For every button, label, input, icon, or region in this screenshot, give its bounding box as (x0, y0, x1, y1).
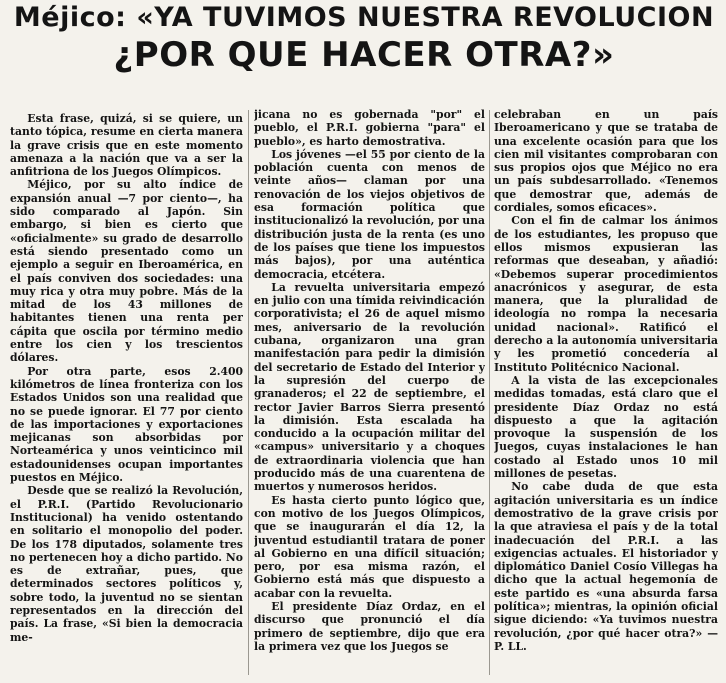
column-divider (248, 110, 249, 675)
headline-line-1: Méjico: «YA TUVIMOS NUESTRA REVOLUCION (13, 2, 715, 33)
headline-line-2: ¿POR QUE HACER OTRA?» (113, 35, 615, 75)
paragraph: celebraban en un país Iberoamericano y que se trataba de una excelente ocasión para que los cien mil visitantes comprobaran con sus propios ojos que Méjico no era un país subdesarrollado. «Tenemos que demostrar que, además de cordiales, somos eficaces». (494, 108, 718, 215)
column-divider (489, 110, 490, 675)
paragraph: Con el fin de calmar los ánimos de los estudiantes, les propuso que ellos mismos expusieran las reformas que deseaban, y añadió: «Debemos superar procedimientos anacrónicos y asegurar, de esta manera, que la pluralidad de ideología no rompa la necesaria unidad nacional». Ratificó el derecho a la autonomía universitaria y les prometió concedería al Instituto Politécnico Nacional. (494, 214, 718, 374)
paragraph: Esta frase, quizá, si se quiere, un tanto tópica, resume en cierta manera la grave crisis que en este momento amenaza a la nación que va a ser la anfitriona de los Juegos Olímpicos. (10, 112, 243, 179)
paragraph: jicana no es gobernada "por" el pueblo, el P.R.I. gobierna "para" el pueblo», es harto demostrativa. (254, 108, 485, 148)
paragraph: Por otra parte, esos 2.400 kilómetros de línea fronteriza con los Estados Unidos son una realidad que no se puede ignorar. El 77 por ciento de las importaciones y exportaciones mejicanas son absorbidas por Norteamérica y unos veinticinco mil estadounidenses ocupan importantes puestos en Méjico. (10, 364, 243, 485)
paragraph: Desde que se realizó la Revolución, el P.R.I. (Partido Revolucionario Institucional) ha venido ostentando en solitario el monopolio del poder. De los 178 diputados, solamente tres no pertenecen hoy a dicho partido. No es de extrañar, pues, que determinados sectores políticos y, sobre todo, la juventud no se sientan representados en la dirección del país. La frase, «Si bien la democracia me- (10, 484, 243, 644)
article-column-1 (10, 112, 243, 678)
paragraph: Méjico, por su alto índice de expansión anual —7 por ciento—, ha sido comparado al Japón. Sin embargo, si bien es cierto que «oficialmente» su grado de desarrollo está siendo presentado como un ejemplo a seguir en Iberoamérica, en el país conviven dos sociedades: una muy rica y otra muy pobre. Más de la mitad de los 43 millones de habitantes tienen una renta per cápita que oscila por término medio entre los cien y los trescientos dólares. (10, 178, 243, 365)
paragraph: Los jóvenes —el 55 por ciento de la población cuenta con menos de veinte años— claman por una renovación de los viejos objetivos de esa formación política que institucionalizó la revolución, por una distribución justa de la renta (es uno de los países que tiene los impuestos más bajos), por una auténtica democracia, etcétera. (254, 147, 485, 281)
paragraph: A la vista de las excepcionales medidas tomadas, está claro que el presidente Díaz Ordaz no está dispuesto a que la agitación provoque la suspensión de los Juegos, cuyas instalaciones le han costado al Estado unos 10 mil millones de pesetas. (494, 373, 718, 481)
article-column-3 (494, 108, 718, 674)
article-column-2 (254, 108, 485, 674)
headline (8, 2, 720, 75)
paragraph: La revuelta universitaria empezó en julio con una tímida reivindicación corporativista; el 26 de aquel mismo mes, aniversario de la revolución cubana, organizaron una gran manifestación para pedir la dimisión del secretario de Estado del Interior y la supresión del cuerpo de granaderos; el 22 de septiembre, el rector Javier Barros Sierra presentó la dimisión. Esta escalada ha conducido a la ocupación militar del «campus» universitario y a choques de extraordinaria violencia que han producido más de una cuarentena de muertos y numerosos heridos. (254, 280, 485, 494)
paragraph: No cabe duda de que esta agitación universitaria es un índice demostrativo de la grave crisis por la que atraviesa el país y de la total inadecuación del P.R.I. a las exigencias actuales. El historiador y diplomático Daniel Cosío Villegas ha dicho que la actual hegemonía de este partido es «una absurda farsa política»; mientras, la opinión oficial sigue diciendo: «Ya tuvimos nuestra revolución, ¿por qué hacer otra?» — P. LL. (494, 480, 718, 653)
paragraph: Es hasta cierto punto lógico que, con motivo de los Juegos Olímpicos, que se inaugurarán el día 12, la juventud estudiantil tratara de poner al Gobierno en una difícil situación; pero, por esa misma razón, el Gobierno está más que dispuesto a acabar con la revuelta. (254, 493, 485, 600)
paragraph: El presidente Díaz Ordaz, en el discurso que pronunció el día primero de septiembre, dijo que era la primera vez que los Juegos se (254, 599, 485, 653)
